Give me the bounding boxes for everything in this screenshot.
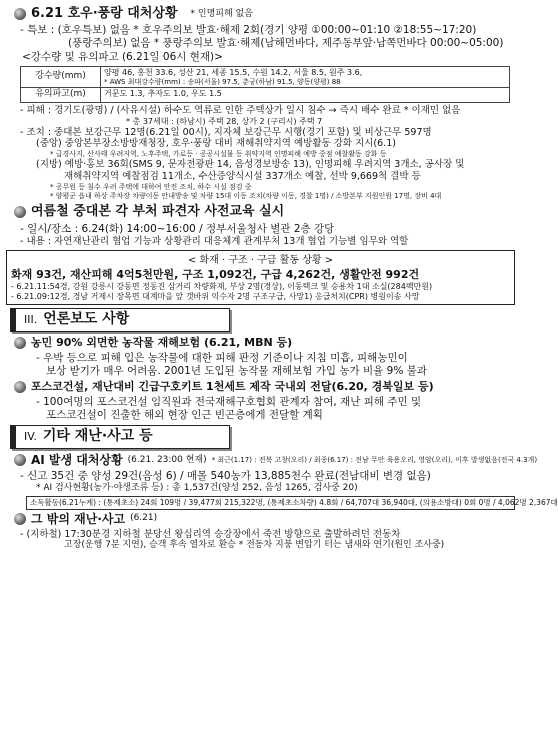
other-item-header	[6, 512, 515, 527]
section-heading: 언론보도 사항	[43, 311, 130, 327]
table-cell	[101, 66, 510, 88]
box-detail: - 6.21.11:54경, 강원 강릉시 강동면 정동진 삼거리 차량화재, 부상 2명(경상), 이동택크 및 승용차 1대 소실(284백만원)	[11, 281, 433, 291]
section-header-rain	[6, 6, 515, 22]
other-date: (6.21)	[130, 513, 158, 524]
text-line: 보상 받기가 매우 어려움. 2001년 도입된 농작물 재해보험 가입 농가 비율 9% 불과	[46, 364, 427, 377]
news-title: 농민 90% 외면한 농작물 재해보험 (6.21, MBN 등)	[31, 335, 293, 349]
text-line: (중앙) 중앙본부장소방방재청장, 호우·풍랑 대비 재해취약지역 예방활동 강화 지시(6.1)	[36, 138, 396, 150]
text-line: * 양평군 읍내 하상 주차장 차량이동 안내방송 및 차량 15대 이동 조치(차량 이동, 경찰 1명) / 소방본부 지원인원 17명, 장비 4대	[50, 191, 442, 200]
section-number: IV.	[24, 429, 37, 443]
section-title: 6.21 호우·풍랑 대처상황	[31, 6, 178, 21]
bullet-icon	[14, 381, 26, 393]
box-detail: - 6.21.09:12경, 경남 거제시 장목면 대계마을 앞 갯바위 익수자 2명 구조구급, 사망1) 응급처치(CPR) 병원이송 사망	[11, 291, 420, 301]
rainfall-table	[20, 66, 510, 103]
text-line: * 총 37세대 : (하남시) 주택 28, 상가 2 (구리시) 주택 7	[126, 116, 323, 126]
section-header-training	[6, 204, 515, 220]
section-iv-header	[10, 425, 230, 449]
ai-title: AI 발생 대처상황	[31, 452, 123, 467]
text-line: 포스코건설이 진출한 해외 현장 인근 빈곤층에게 전달할 계획	[46, 408, 323, 421]
section-heading: 기타 재난·사고 등	[42, 428, 153, 444]
text-line: - 내용 : 자연재난관리 협업 기능과 상황관리 대응체계 관계부처 13개 협업 기능별 임무와 역할	[20, 235, 409, 247]
text-line: - (지하철) 17:30분경 지하철 분당선 왕십리역 승강장에서 죽전 방향으로 출발하려던 전동차	[20, 528, 401, 540]
text-line: - 신고 35건 중 양성 29건(음성 6) / 매몰 540농가 13,885천수 완료(전남대비 변경 없음)	[20, 469, 431, 482]
section-title: 여름철 중대본 각 부처 파견자 사전교육 실시	[31, 204, 285, 220]
text-line: - 100여명의 포스코건설 임직원과 전국재해구호협회 관계자 참여, 재난 피해 주민 및	[36, 395, 422, 408]
text-line: - 조치 : 중대본 보강근무 12명(6.21일 00시), 지자체 보강근무 시행(경기 포함) 및 비상근무 597명	[20, 126, 432, 138]
table-cell-line: * AWS 최대강수량(mm) : 송파(서울) 97.5, 춘궁(하남) 91.5, 양동(양평) 88	[104, 77, 341, 86]
box-main-stats: 화재 93건, 재산피해 4억5천만원, 구조 1,092건, 구급 4,262건, 생활안전 992건	[11, 268, 420, 281]
bullet-icon	[14, 513, 26, 525]
bullet-icon	[14, 8, 26, 20]
box-title: < 화재 · 구조 · 구급 활동 상황 >	[187, 254, 334, 266]
bullet-icon	[14, 206, 26, 218]
news-item-header	[6, 380, 515, 394]
bullet-icon	[14, 454, 26, 466]
text-line: * AI 검사현황(농가·야생조류 등) : 총 1,537건(양성 252, 음성 1265, 검사중 20)	[36, 482, 358, 493]
disinfection-box: 소독활동(6.21누계) : (통제초소) 24회 109명 / 39,477회 215,322명, (통제초소차량) 4.8회 / 64,707대 36,940대, (의용소방대) 0회 0명 / 4,062명 2,367대	[26, 496, 515, 509]
text-line: 고장(운행 7분 지연), 승객 후속 열차로 환승 * 전동차 지붕 변압기 터는 냄새와 연기(원인 조사중)	[64, 540, 445, 551]
text-line: - 일시/장소 : 6.24(화) 14:00~16:00 / 정부서울청사 별관 2층 강당	[20, 222, 335, 235]
bullet-icon	[14, 337, 26, 349]
news-item-header	[6, 336, 515, 350]
ai-date: (6.21. 23:00 현재)	[127, 454, 207, 465]
table-cell-line: 양평 46, 홍천 33.6, 성산 21, 세종 15.5, 수원 14.2, 서울 8.5, 원주 3.6,	[104, 67, 363, 77]
text-line: * 공무원 등 침수 우려 주택에 대하여 안전 조치, 하수 시설 점검 중	[50, 182, 252, 191]
text-line: (지방) 예방·홍보 36회(SMS 9, 문자전광판 14, 음성경보방송 13), 인명피해 우려지역 3개소, 공사장 및	[36, 159, 465, 170]
table-label: 유의파고(m)	[21, 88, 101, 102]
text-line: - 피해 : 경기도(광명) / (사유시설) 하수도 역류로 인한 주택상가 일시 침수 → 즉시 배수 완료 * 이재민 없음	[20, 104, 461, 116]
text-line: * 급경사지, 산사태 우려지역, 노후주택, 가로등 · 공공시설물 등 취약지역 인명피해 예방 중점 예찰활동 강화 등	[50, 150, 387, 159]
text-line: - 우박 등으로 피해 입은 농작물에 대한 피해 판정 기준이나 지침 미흡, 피해농민이	[36, 351, 408, 364]
ai-item-header	[6, 452, 538, 468]
section-iii-header	[10, 308, 230, 332]
table-cell: 거문도 1.3, 추자도 1.0, 우도 1.5	[101, 88, 510, 102]
rescue-stats-box	[6, 250, 515, 305]
text-line: 재해취약지역 예찰점검 11개소, 수산증양식시설 337개소 예찰, 선박 9,669척 결박 등	[64, 170, 421, 182]
news-title: 포스코건설, 재난대비 긴급구호키트 1천세트 제작 국내외 전달(6.20, 경북일보 등)	[31, 379, 434, 393]
section-note: * 인명피해 없음	[190, 8, 253, 19]
other-title: 그 밖의 재난·사고	[31, 511, 126, 526]
table-label: 강수량(mm)	[21, 66, 101, 88]
ai-note: * 최근(1.17) : 전북 고창(오리) / 최종(6.17) : 전남 무안 육용오리, 영암(오리), 이후 발생없음(전국 4.3개)	[211, 455, 538, 464]
text-line: - 특보 : (호우특보) 없음 * 호우주의보 발효·해제 2회(경기 양평 ①00:00~01:10 ②18:55~17:20)	[20, 24, 477, 37]
section-number: III.	[24, 312, 38, 326]
text-line: (풍랑주의보) 없음 * 풍랑주의보 발효·해제(남해먼바다, 제주동부앞·남쪽먼바다 00:00~05:00)	[68, 37, 504, 50]
text-line: <강수량 및 유의파고 (6.21일 06시 현재)>	[22, 50, 223, 63]
